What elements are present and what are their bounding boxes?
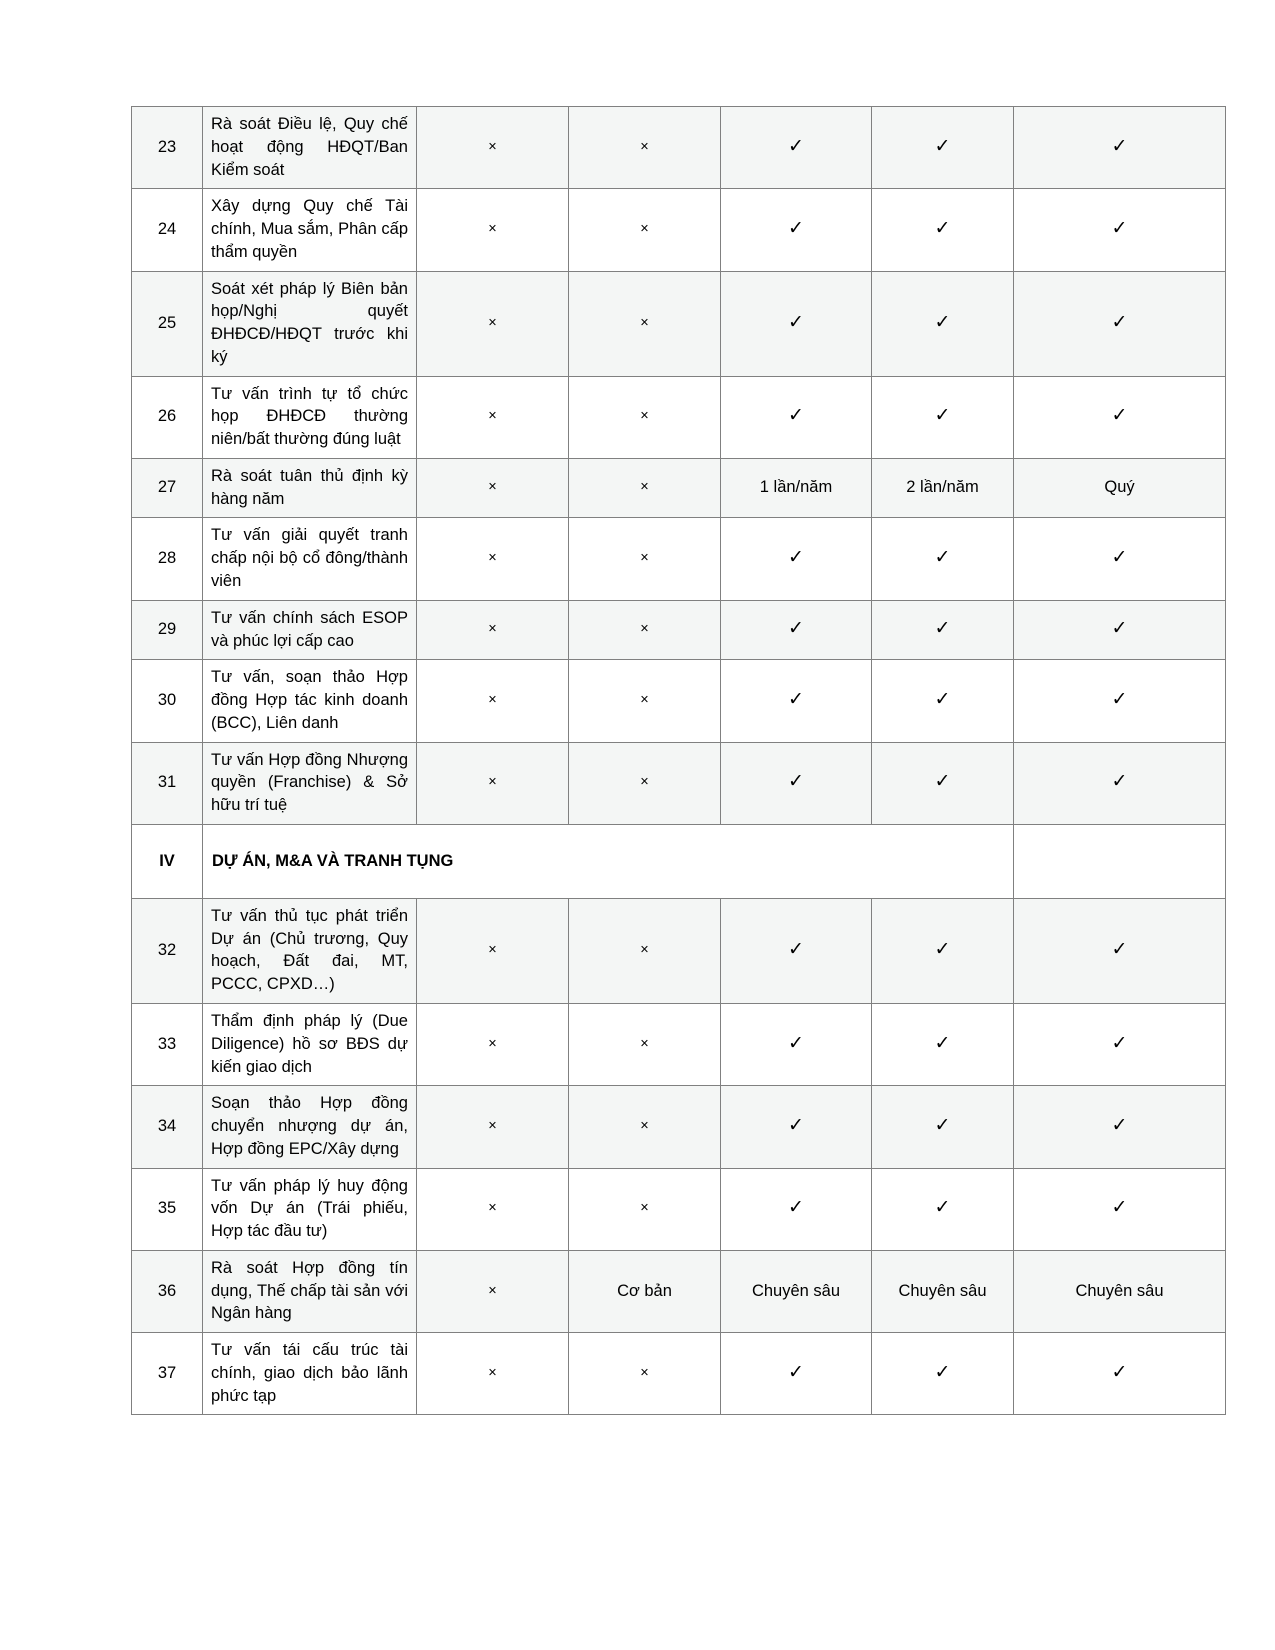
cross-icon: × (640, 479, 649, 496)
row-plan-cell (721, 742, 872, 824)
row-number: 24 (132, 189, 203, 271)
row-service-description: Tư vấn thủ tục phát triển Dự án (Chủ trương, Quy hoạch, Đất đai, MT, PCCC, CPXD…) (203, 898, 417, 1003)
row-plan-cell (721, 898, 872, 1003)
check-icon: ✓ (788, 689, 804, 711)
row-number: 32 (132, 898, 203, 1003)
row-plan-cell (569, 660, 721, 742)
row-plan-cell (417, 189, 569, 271)
row-plan-cell (872, 742, 1014, 824)
row-plan-cell (1014, 189, 1226, 271)
check-icon: ✓ (934, 618, 951, 640)
row-plan-cell (1014, 271, 1226, 376)
row-service-description: Tư vấn giải quyết tranh chấp nội bộ cổ đông/thành viên (203, 518, 417, 600)
cross-icon: × (488, 1200, 497, 1217)
check-icon: ✓ (1111, 1115, 1128, 1137)
table-row (132, 1333, 1226, 1415)
row-plan-cell (569, 376, 721, 458)
row-plan-cell (721, 1168, 872, 1250)
table-row (132, 1086, 1226, 1168)
check-icon: ✓ (1111, 1032, 1128, 1054)
check-icon: ✓ (934, 218, 951, 240)
table-row (132, 600, 1226, 660)
cross-icon: × (488, 221, 497, 238)
row-number: 34 (132, 1086, 203, 1168)
row-service-description: Rà soát tuân thủ định kỳ hàng năm (203, 458, 417, 518)
check-icon: ✓ (934, 311, 951, 333)
check-icon: ✓ (788, 311, 804, 333)
row-plan-cell (721, 1333, 872, 1415)
cell-value-text: 1 lần/năm (759, 478, 833, 497)
check-icon: ✓ (934, 771, 951, 793)
row-plan-cell (417, 660, 569, 742)
check-icon: ✓ (788, 771, 804, 793)
row-plan-cell (1014, 107, 1226, 189)
check-icon: ✓ (788, 1197, 804, 1219)
table-row (132, 742, 1226, 824)
check-icon: ✓ (934, 1032, 951, 1054)
row-plan-cell (1014, 1333, 1226, 1415)
row-plan-cell (872, 271, 1014, 376)
row-plan-cell (569, 458, 721, 518)
section-trailing-cell (1014, 824, 1226, 898)
cross-icon: × (640, 774, 649, 791)
cell-value-text: Cơ bản (617, 1281, 672, 1300)
cross-icon: × (640, 692, 649, 709)
cross-icon: × (640, 1118, 649, 1135)
row-plan-cell (1014, 518, 1226, 600)
row-number: 27 (132, 458, 203, 518)
row-service-description: Thẩm định pháp lý (Due Diligence) hồ sơ BĐS dự kiến giao dịch (203, 1003, 417, 1085)
check-icon: ✓ (934, 689, 951, 711)
table-row (132, 1250, 1226, 1332)
row-plan-cell (417, 1333, 569, 1415)
row-plan-cell (1014, 660, 1226, 742)
row-service-description: Rà soát Điều lệ, Quy chế hoạt động HĐQT/Ban Kiểm soát (203, 107, 417, 189)
row-service-description: Tư vấn, soạn thảo Hợp đồng Hợp tác kinh doanh (BCC), Liên danh (203, 660, 417, 742)
row-plan-cell (417, 742, 569, 824)
check-icon: ✓ (788, 618, 804, 640)
row-plan-cell (417, 376, 569, 458)
table-row (132, 271, 1226, 376)
row-plan-cell (569, 742, 721, 824)
check-icon: ✓ (934, 939, 951, 961)
table-row (132, 660, 1226, 742)
check-icon: ✓ (788, 135, 804, 157)
cross-icon: × (640, 408, 649, 425)
row-plan-cell (1014, 458, 1226, 518)
row-plan-cell (1014, 1086, 1226, 1168)
check-icon: ✓ (1111, 547, 1128, 569)
cross-icon: × (488, 1364, 497, 1381)
row-number: 33 (132, 1003, 203, 1085)
row-plan-cell (569, 1333, 721, 1415)
check-icon: ✓ (1111, 689, 1128, 711)
cross-icon: × (640, 1200, 649, 1217)
row-plan-cell (721, 189, 872, 271)
cross-icon: × (640, 221, 649, 238)
cross-icon: × (488, 1282, 497, 1299)
row-plan-cell (1014, 1250, 1226, 1332)
row-number: 25 (132, 271, 203, 376)
row-service-description: Rà soát Hợp đồng tín dụng, Thế chấp tài sản với Ngân hàng (203, 1250, 417, 1332)
section-number: IV (132, 824, 203, 898)
cross-icon: × (488, 942, 497, 959)
cell-value-text: 2 lần/năm (906, 478, 979, 497)
table-row (132, 518, 1226, 600)
cross-icon: × (640, 942, 649, 959)
row-plan-cell (872, 107, 1014, 189)
row-plan-cell (721, 107, 872, 189)
check-icon: ✓ (1111, 405, 1128, 427)
check-icon: ✓ (934, 135, 951, 157)
check-icon: ✓ (934, 547, 951, 569)
row-plan-cell (872, 376, 1014, 458)
row-number: 37 (132, 1333, 203, 1415)
check-icon: ✓ (934, 405, 951, 427)
row-plan-cell (417, 458, 569, 518)
cross-icon: × (640, 1035, 649, 1052)
cross-icon: × (488, 550, 497, 567)
check-icon: ✓ (934, 1115, 951, 1137)
row-plan-cell (721, 1086, 872, 1168)
cross-icon: × (488, 138, 497, 155)
row-plan-cell (569, 271, 721, 376)
row-plan-cell (1014, 1003, 1226, 1085)
row-plan-cell (1014, 1168, 1226, 1250)
check-icon: ✓ (788, 1361, 804, 1383)
row-plan-cell (569, 898, 721, 1003)
cell-value-text: Chuyên sâu (751, 1281, 841, 1300)
row-plan-cell (872, 1003, 1014, 1085)
cross-icon: × (640, 314, 649, 331)
row-plan-cell (872, 1333, 1014, 1415)
check-icon: ✓ (788, 405, 804, 427)
table-row (132, 376, 1226, 458)
row-number: 29 (132, 600, 203, 660)
row-service-description: Tư vấn chính sách ESOP và phúc lợi cấp cao (203, 600, 417, 660)
row-plan-cell (721, 376, 872, 458)
row-plan-cell (872, 898, 1014, 1003)
row-plan-cell (417, 1003, 569, 1085)
check-icon: ✓ (1111, 618, 1128, 640)
row-plan-cell (721, 458, 872, 518)
row-plan-cell (872, 600, 1014, 660)
row-service-description: Tư vấn tái cấu trúc tài chính, giao dịch bảo lãnh phức tạp (203, 1333, 417, 1415)
cell-value-text: Quý (1104, 478, 1135, 497)
check-icon: ✓ (1111, 311, 1128, 333)
row-service-description: Soát xét pháp lý Biên bản họp/Nghị quyết ĐHĐCĐ/HĐQT trước khi ký (203, 271, 417, 376)
row-plan-cell (872, 518, 1014, 600)
section-title: DỰ ÁN, M&A VÀ TRANH TỤNG (203, 824, 1014, 898)
row-plan-cell (872, 1086, 1014, 1168)
cross-icon: × (488, 1035, 497, 1052)
row-plan-cell (569, 600, 721, 660)
row-plan-cell (872, 458, 1014, 518)
row-service-description: Soạn thảo Hợp đồng chuyển nhượng dự án, Hợp đồng EPC/Xây dựng (203, 1086, 417, 1168)
table-row (132, 1003, 1226, 1085)
check-icon: ✓ (1111, 218, 1128, 240)
row-plan-cell (1014, 376, 1226, 458)
row-plan-cell (417, 898, 569, 1003)
row-plan-cell (721, 1003, 872, 1085)
row-number: 35 (132, 1168, 203, 1250)
table-row (132, 458, 1226, 518)
cross-icon: × (488, 408, 497, 425)
row-number: 36 (132, 1250, 203, 1332)
row-plan-cell (569, 189, 721, 271)
row-plan-cell (872, 189, 1014, 271)
cell-value-text: Chuyên sâu (898, 1281, 987, 1300)
row-plan-cell (569, 1250, 721, 1332)
cross-icon: × (640, 1364, 649, 1381)
row-plan-cell (569, 1003, 721, 1085)
cross-icon: × (488, 621, 497, 638)
cross-icon: × (488, 1118, 497, 1135)
check-icon: ✓ (934, 1197, 951, 1219)
row-number: 30 (132, 660, 203, 742)
row-service-description: Tư vấn trình tự tổ chức họp ĐHĐCĐ thường niên/bất thường đúng luật (203, 376, 417, 458)
cross-icon: × (640, 138, 649, 155)
check-icon: ✓ (1111, 1361, 1128, 1383)
check-icon: ✓ (934, 1361, 951, 1383)
check-icon: ✓ (1111, 771, 1128, 793)
cross-icon: × (488, 479, 497, 496)
check-icon: ✓ (1111, 939, 1128, 961)
table-row (132, 189, 1226, 271)
check-icon: ✓ (1111, 1197, 1128, 1219)
cross-icon: × (640, 621, 649, 638)
row-plan-cell (721, 660, 872, 742)
row-number: 26 (132, 376, 203, 458)
table-row (132, 1168, 1226, 1250)
table-row (132, 107, 1226, 189)
row-plan-cell (417, 1168, 569, 1250)
row-plan-cell (417, 107, 569, 189)
row-number: 23 (132, 107, 203, 189)
row-plan-cell (417, 1250, 569, 1332)
check-icon: ✓ (788, 939, 804, 961)
row-plan-cell (569, 107, 721, 189)
row-plan-cell (417, 600, 569, 660)
row-plan-cell (417, 271, 569, 376)
cross-icon: × (488, 692, 497, 709)
row-plan-cell (721, 600, 872, 660)
row-plan-cell (417, 518, 569, 600)
row-service-description: Xây dựng Quy chế Tài chính, Mua sắm, Phân cấp thẩm quyền (203, 189, 417, 271)
row-plan-cell (569, 518, 721, 600)
check-icon: ✓ (788, 1032, 804, 1054)
row-plan-cell (721, 518, 872, 600)
row-plan-cell (872, 1168, 1014, 1250)
row-plan-cell (721, 271, 872, 376)
row-plan-cell (569, 1168, 721, 1250)
service-comparison-table (131, 106, 1226, 1415)
check-icon: ✓ (1111, 135, 1128, 157)
row-plan-cell (417, 1086, 569, 1168)
cross-icon: × (488, 774, 497, 791)
row-plan-cell (1014, 742, 1226, 824)
table-row (132, 898, 1226, 1003)
service-comparison-table-wrap (131, 106, 1225, 1415)
row-plan-cell (721, 1250, 872, 1332)
check-icon: ✓ (788, 547, 804, 569)
table-section-row (132, 824, 1226, 898)
row-plan-cell (872, 1250, 1014, 1332)
table-body (132, 107, 1226, 1415)
row-service-description: Tư vấn pháp lý huy động vốn Dự án (Trái phiếu, Hợp tác đầu tư) (203, 1168, 417, 1250)
cross-icon: × (640, 550, 649, 567)
cross-icon: × (488, 314, 497, 331)
row-number: 28 (132, 518, 203, 600)
row-plan-cell (1014, 600, 1226, 660)
row-plan-cell (569, 1086, 721, 1168)
row-plan-cell (1014, 898, 1226, 1003)
row-number: 31 (132, 742, 203, 824)
check-icon: ✓ (788, 218, 804, 240)
check-icon: ✓ (788, 1115, 804, 1137)
row-plan-cell (872, 660, 1014, 742)
row-service-description: Tư vấn Hợp đồng Nhượng quyền (Franchise) & Sở hữu trí tuệ (203, 742, 417, 824)
cell-value-text: Chuyên sâu (1075, 1281, 1164, 1300)
